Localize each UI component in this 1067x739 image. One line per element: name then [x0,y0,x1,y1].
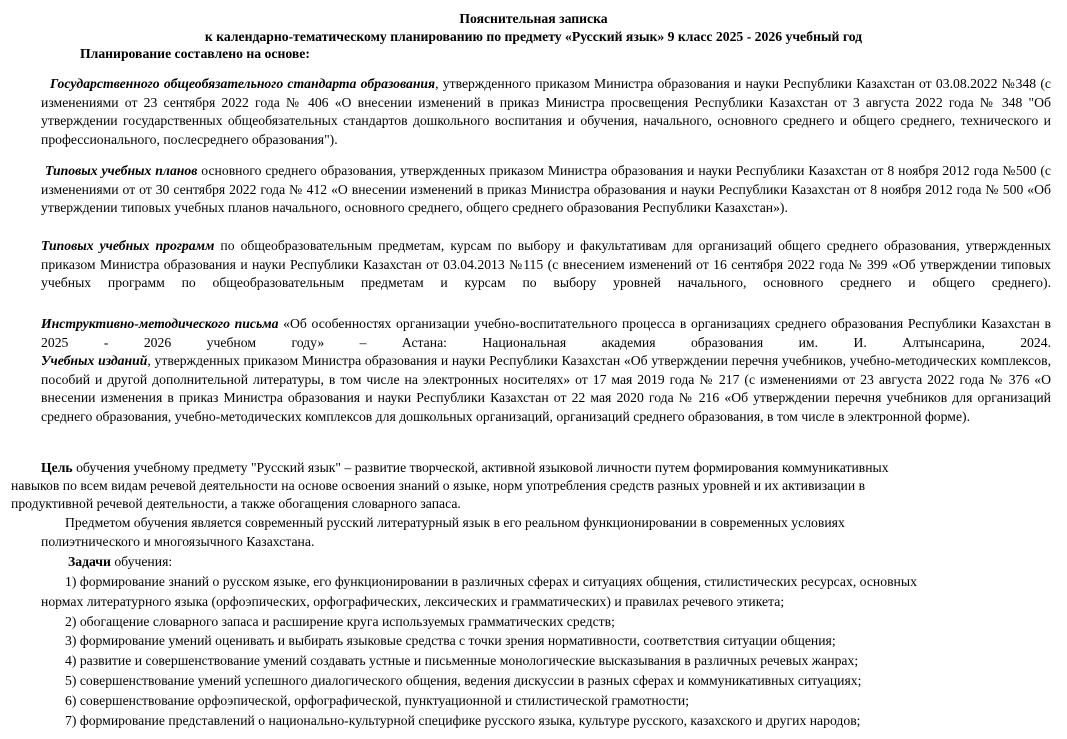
task-item-2: 2) обогащение словарного запаса и расширение круга используемых грамматических средств; [65,614,615,629]
subject-line-1: Предметом обучения является современный русский литературный язык в его реальном функционировании в современных условиях [65,515,845,530]
basis-programs-text: по общеобразовательным предметам, курсам по выбору и факультативам для организаций общего среднего образования, утвержденных приказом Министра образования и науки Республики Казахстан от 03.04.2013 №115 (с внесением изменений от 16 сентября 2022 года № 399 «Об утверждении типовых учебных программ по общеобразовательным предметам и курсам по выбору уровней начального, основного среднего и общего среднего). [41,238,1051,291]
basis-editions-text: , утвержденных приказом Министра образования и науки Республики Казахстан «Об утверждении перечня учебников, учебно-методических комплексов, пособий и другой дополнительной литературы, в том числе на электронных носителях» от 17 мая 2019 года № 217 (с изменениями от 23 августа 2022 года № 376 «О внесении изменения в приказ Министра образования и науки Республики Казахстан от 22 мая 2020 года № 216 «Об утверждении перечня учебников для организаций среднего образования, учебно-методических комплексов для дошкольных организаций, организаций среднего образования, в том числе в электронной форме). [41,353,1051,425]
basis-plans-paragraph [41,162,1051,218]
basis-editions-lead: Учебных изданий [41,353,148,368]
task-item-1-line-2: нормах литературного языка (орфоэпических, орфографических, лексических и грамматических) и правилах речевого этикета; [41,594,785,609]
document-title: Пояснительная записка [459,11,608,26]
task-item-3: 3) формирование умений оценивать и выбирать языковые средства с точки зрения нормативности, соответствия ситуации общения; [65,633,836,648]
goal-label: Цель [41,460,73,475]
basis-standard-lead: Государственного общеобязательного стандарта образования [50,76,436,91]
task-item-4: 4) развитие и совершенствование умений создавать устные и письменные монологические высказывания в различных речевых жанрах; [65,653,859,668]
tasks-label: Задачи [68,554,111,569]
basis-heading: Планирование составлено на основе: [80,46,310,61]
goal-line-2: навыков по всем видам речевой деятельности на основе освоения знаний о языке, норм употребления средств разных уровней и их активизации в [11,478,866,493]
basis-standard-text: , утвержденного приказом Министра образования и науки Республики Казахстан от 03.08.2022 №348 (с изменениями от 23 сентября 2022 года № 406 «О внесении изменений в приказ Министра просвещения Республики Казахстан от 3 августа 2022 года № 348 "Об утверждении государственных общеобязательных стандартов дошкольного воспитания и обучения, начального, основного среднего и общего среднего, технического и профессионального, послесреднего образования"). [41,76,1051,148]
basis-plans-text: основного среднего образования, утвержденных приказом Министра образования и науки Республики Казахстан от 8 ноября 2012 года №500 (с изменениями от от 30 сентября 2022 года № 412 «О внесении изменений в приказ Министра образования и науки Республики Казахстан от 8 ноября 2012 года № 500 «Об утверждении типовых учебных планов начального, основного среднего, общего среднего образования Республики Казахстан»). [41,163,1051,216]
basis-programs-lead: Типовых учебных программ [41,238,215,253]
tasks-heading: Задачи обучения: [68,554,173,569]
basis-plans-lead: Типовых учебных планов [45,163,198,178]
basis-letter-lead: Инструктивно-методического письма [41,316,279,331]
task-item-5: 5) совершенствование умений успешного диалогического общения, ведения дискуссии в разных сферах и коммуникативных ситуациях; [65,673,862,688]
basis-letter-paragraph [41,315,1051,352]
basis-editions-paragraph [41,352,1051,427]
basis-standard-paragraph [41,75,1051,150]
task-item-6: 6) совершенствование орфоэпической, орфографической, пунктуационной и стилистической грамотности; [65,693,690,708]
task-item-7: 7) формирование представлений о национально-культурной специфике русского языка, культуре русского, казахского и других народов; [65,713,861,728]
document-subtitle: к календарно-тематическому планированию по предмету «Русский язык» 9 класс 2025 - 2026 учебный год [204,29,863,44]
task-item-1-line-1: 1) формирование знаний о русском языке, его функционировании в различных сферах и ситуациях общения, стилистических ресурсах, основных [65,574,917,589]
goal-line-1: Цель обучения учебному предмету "Русский язык" – развитие творческой, активной языковой личности путем формирования коммуникативных [41,460,889,475]
subject-line-2: полиэтнического и многоязычного Казахстана. [41,534,315,549]
basis-programs-paragraph [41,237,1051,293]
basis-letter-text: «Об особенностях организации учебно-воспитательного процесса в организациях среднего образования Республики Казахстан в 2025 - 2026 учебном году» – Астана: Национальная академия образования им. И. Алтынсарина, 2024. [41,316,1051,350]
goal-line-3: продуктивной речевой деятельности, а также обогащения словарного запаса. [11,496,461,511]
